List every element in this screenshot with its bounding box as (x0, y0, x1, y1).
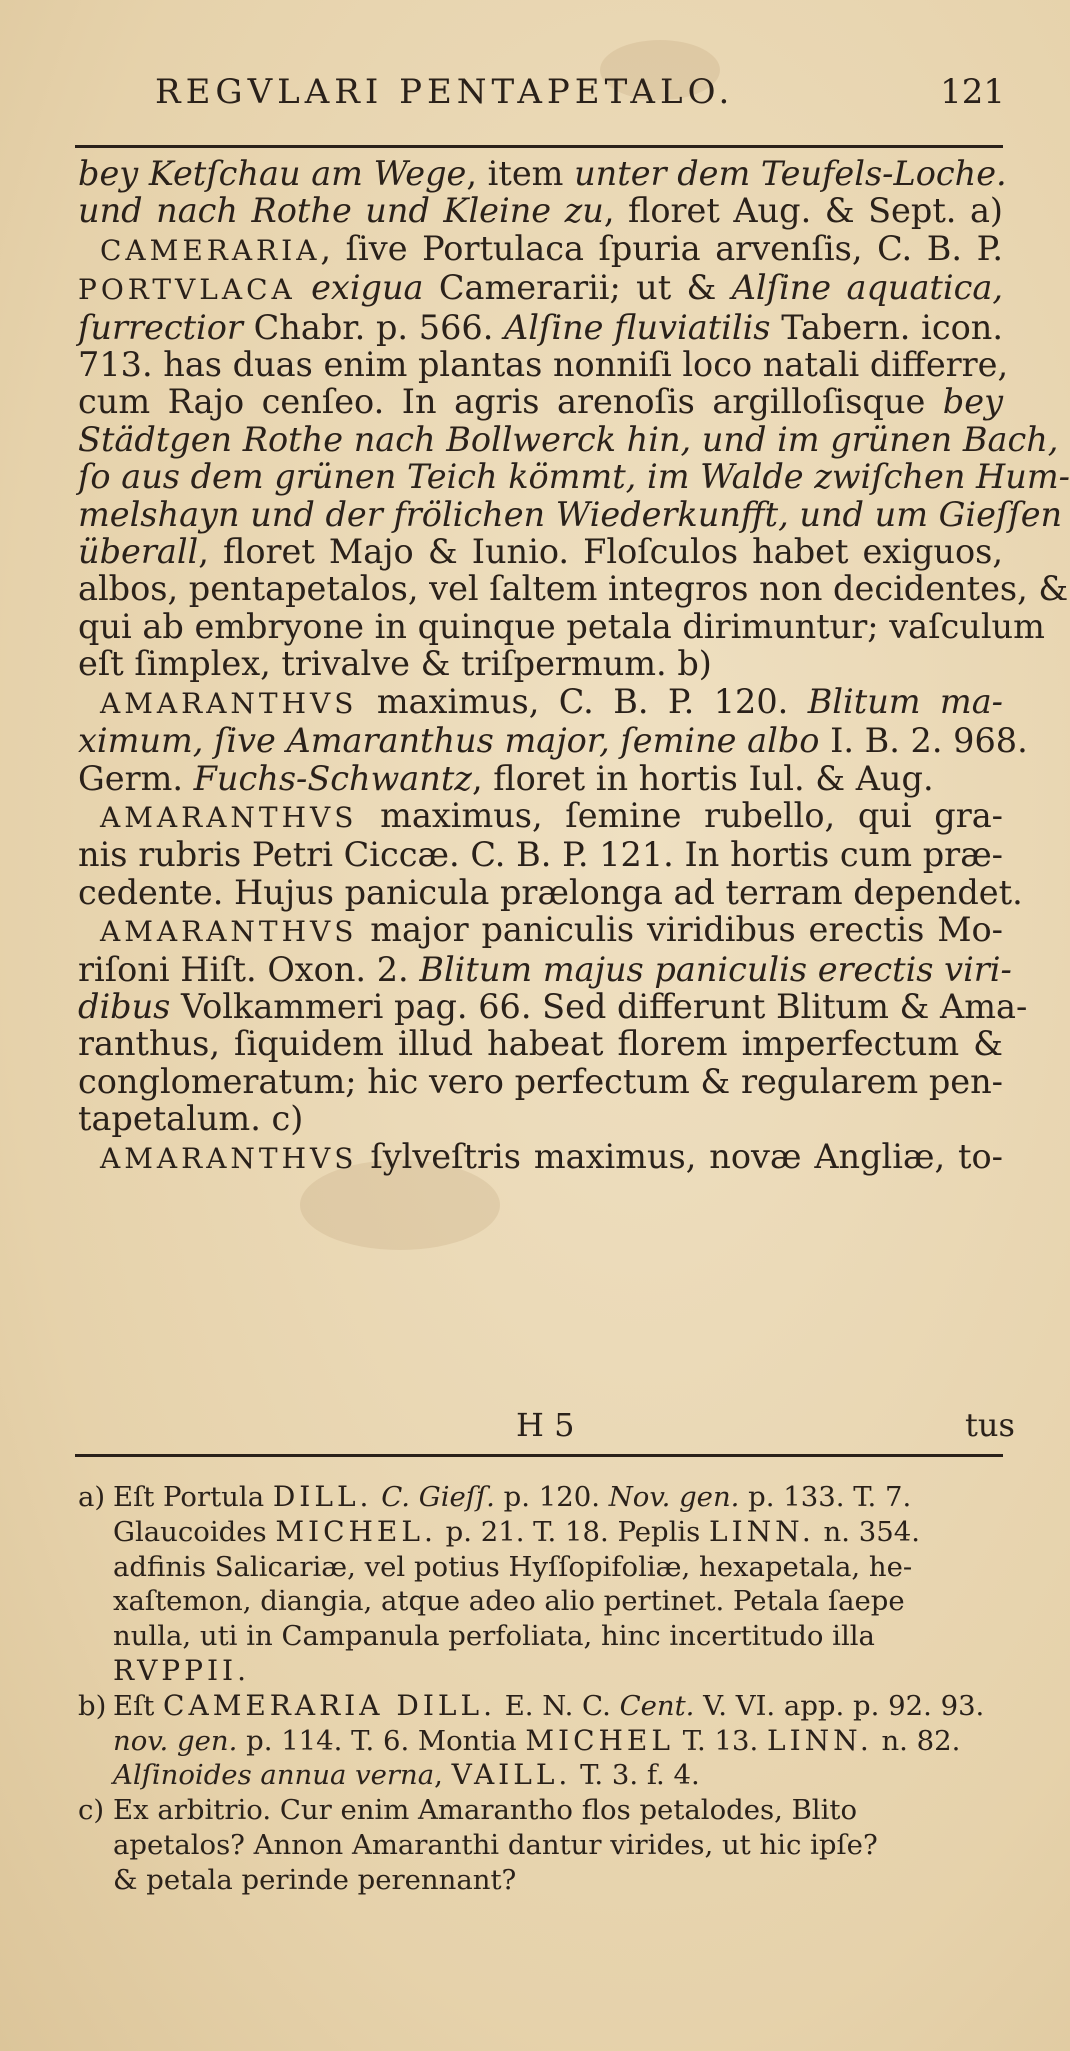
signature-line (0, 1406, 1062, 1446)
text-line: melshayn und der frölichen Wiederkunfft, und um Gieſſen (78, 494, 1063, 534)
footnote-rule (75, 1454, 1003, 1457)
text-line: ximum, ſive Amaranthus major, ſemine albo I. B. 2. 968. (78, 721, 1028, 761)
text-line: PORTVLACA exigua Camerarii; ut & Alſine aquatica, (78, 268, 1003, 308)
text-line: AMARANTHVS ſylveſtris maximus, novæ Angliæ, to- (100, 1136, 1003, 1176)
text-line: ſo aus dem grünen Teich kömmt, im Walde zwiſchen Hum- (78, 457, 1070, 497)
footnote-line: adfinis Salicariæ, vel potius Hyſſopifoliæ, hexapetala, he- (113, 1550, 913, 1583)
text-line: 713. has duas enim plantas nonniſi loco natali differre, (78, 345, 1009, 385)
footnote-line: apetalos? Annon Amaranthi dantur virides, ut hic ipſe? (113, 1828, 878, 1861)
text-line: tapetalum. c) (78, 1099, 304, 1139)
footnote-marker: b) (78, 1689, 107, 1722)
footnote-marker: a) (78, 1481, 106, 1513)
main-text (78, 154, 1070, 1177)
text-line: überall, floret Majo & Iunio. Floſculos habet exiguos, (78, 532, 1003, 572)
text-line: nis rubris Petri Ciccæ. C. B. P. 121. In hortis cum præ- (78, 835, 1003, 875)
footnote-line: RVPPII. (113, 1653, 251, 1687)
text-line: riſoni Hiſt. Oxon. 2. Blitum majus paniculis erectis viri- (78, 949, 1012, 989)
text-line: Germ. Fuchs-Schwantz, floret in hortis Iul. & Aug. (78, 758, 934, 798)
text-line: und nach Rothe und Kleine zu, floret Aug. & Sept. a) (78, 191, 1003, 231)
signature-mark: H 5 (516, 1406, 575, 1444)
page-header (155, 72, 1005, 122)
footnote-line: nov. gen. p. 114. T. 6. Montia MICHEL T. 13. LINN. n. 82. (113, 1723, 961, 1757)
footnotes (78, 1480, 1008, 1898)
text-line: dibus Volkammeri pag. 66. Sed differunt Blitum & Ama- (78, 986, 1028, 1026)
footnote-line: Glaucoides MICHEL. p. 21. T. 18. Peplis LINN. n. 354. (113, 1514, 920, 1548)
footnote-line: Alſinoides annua verna, VAILL. T. 3. f. 4. (113, 1758, 700, 1792)
text-line: cum Rajo cenſeo. In agris arenoſis argilloſisque bey (78, 382, 1003, 422)
text-line: Städtgen Rothe nach Bollwerck hin, und im grünen Bach, (78, 419, 1059, 459)
text-line: cedente. Hujus panicula prælonga ad terram dependet. (78, 872, 1023, 912)
page-number: 121 (940, 72, 1005, 112)
footnote-line: c) Ex arbitrio. Cur enim Amarantho flos petalodes, Blito (78, 1794, 858, 1827)
footnote-line: nulla, uti in Campanula perfoliata, hinc incertitudo illa (113, 1620, 875, 1653)
catchword: tus (965, 1406, 1015, 1444)
footnote-line: & petala perinde perennant? (113, 1863, 517, 1896)
text-line: qui ab embryone in quinque petala dirimuntur; vaſculum (78, 606, 1045, 646)
header-rule (75, 145, 1003, 148)
text-line: bey Ketſchau am Wege, item unter dem Teufels-Loche. (78, 154, 1007, 193)
text-line: AMARANTHVS maximus, ſemine rubello, qui gra- (100, 795, 1003, 835)
footnote-line: a) Eſt Portula DILL. C. Gieſſ. p. 120. Nov. gen. p. 133. T. 7. (78, 1480, 912, 1513)
footnote-marker: c) (78, 1794, 105, 1827)
text-line: albos, pentapetalos, vel ſaltem integros non decidentes, & (78, 569, 1069, 609)
text-line: AMARANTHVS maximus, C. B. P. 120. Blitum ma- (100, 681, 1003, 721)
running-title: REGVLARI PENTAPETALO. (155, 72, 735, 112)
text-line: ſurrectior Chabr. p. 566. Alſine fluviatilis Tabern. icon. (78, 307, 1003, 347)
text-line: CAMERARIA, ſive Portulaca ſpuria arvenſis, C. B. P. (100, 228, 1003, 268)
text-line: AMARANTHVS major paniculis viridibus erectis Mo- (100, 910, 1003, 950)
text-line: eſt ſimplex, trivalve & triſpermum. b) (78, 644, 712, 684)
footnote-line: b) Eſt CAMERARIA DILL. E. N. C. Cent. V. VI. app. p. 92. 93. (78, 1688, 985, 1722)
footnote-line: xaſtemon, diangia, atque adeo alio pertinet. Petala ſaepe (113, 1585, 905, 1618)
text-line: conglomeratum; hic vero perfectum & regularem pen- (78, 1061, 1003, 1101)
text-line: ranthus, ſiquidem illud habeat florem imperfectum & (78, 1024, 1003, 1064)
